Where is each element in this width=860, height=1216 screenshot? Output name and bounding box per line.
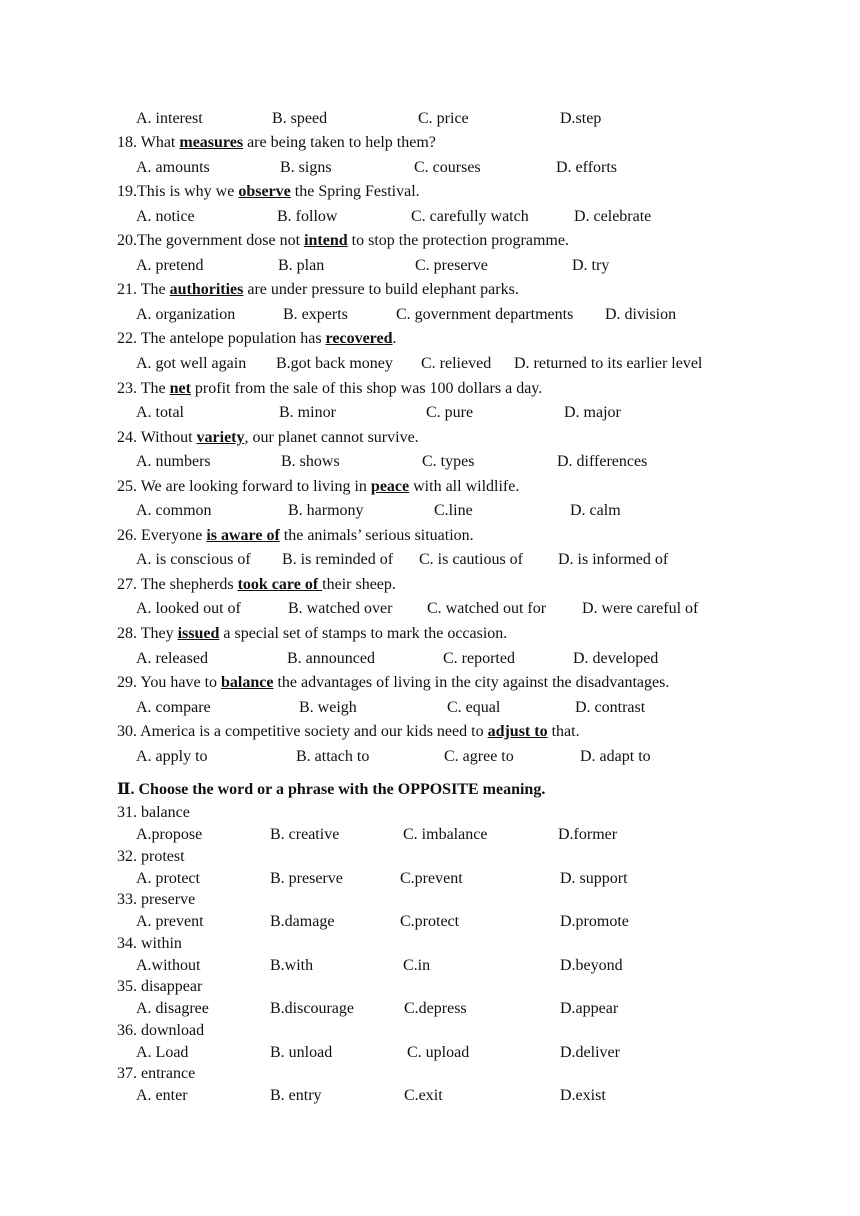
question-stem [117, 329, 396, 349]
option-text: A. compare [136, 698, 211, 716]
option-text: B. experts [283, 305, 348, 323]
question-text: The [137, 379, 170, 397]
option-c [407, 1043, 469, 1063]
option-text: B. unload [270, 1043, 333, 1061]
option-text: C. reported [443, 649, 515, 667]
question-number: 26. [117, 526, 137, 544]
option-text: A. interest [136, 110, 203, 127]
option-c [411, 207, 529, 227]
keyword-underlined: net [169, 379, 191, 397]
option-text: B. creative [270, 826, 340, 843]
option-b [277, 207, 337, 227]
question-text: America is a competitive society and our kids need to [137, 723, 488, 741]
option-d [575, 698, 645, 718]
option-text: B. entry [270, 1087, 322, 1104]
option-a [136, 649, 208, 669]
option-text: B. announced [287, 649, 375, 667]
option-b [280, 158, 332, 178]
prompt-word [117, 803, 190, 823]
question-stem [117, 231, 569, 251]
option-b [299, 698, 357, 718]
question-text: to stop the protection programme. [347, 232, 569, 250]
option-c [443, 649, 515, 669]
option-a [136, 999, 209, 1019]
question-text: that. [547, 723, 580, 741]
option-b [270, 956, 313, 976]
option-a [136, 698, 211, 718]
option-d [582, 599, 698, 619]
prompt-text: 35. disappear [117, 978, 203, 995]
option-text: C. government departments [396, 305, 574, 323]
option-b [283, 305, 348, 325]
option-text: A. amounts [136, 158, 210, 176]
option-text: D.step [560, 110, 602, 127]
option-text: C. equal [447, 698, 501, 716]
prompt-word [117, 1021, 204, 1041]
option-text: A. looked out of [136, 600, 241, 618]
option-text: C. imbalance [403, 826, 488, 843]
question-number: 23. [117, 379, 137, 397]
option-text: D. support [560, 869, 628, 887]
question-stem [117, 526, 474, 546]
prompt-word [117, 1064, 195, 1084]
prompt-word [117, 847, 185, 867]
option-text: C. agree to [444, 747, 514, 765]
option-b [296, 747, 369, 767]
option-b [282, 550, 393, 570]
option-c [404, 1086, 443, 1106]
question-number: 22. [117, 330, 137, 348]
option-text: B. harmony [288, 502, 364, 520]
option-text: D. celebrate [574, 207, 652, 225]
option-d [557, 452, 647, 472]
question-stem [117, 428, 419, 448]
keyword-underlined: recovered [325, 330, 393, 348]
option-text: A. protect [136, 869, 200, 887]
prompt-text: 36. download [117, 1021, 205, 1039]
question-number: 18. [117, 134, 137, 151]
option-text: B. speed [272, 110, 328, 127]
option-c [403, 956, 430, 976]
question-stem [117, 477, 519, 497]
option-text: A. disagree [136, 1000, 209, 1017]
question-text: We are looking forward to living in [137, 477, 371, 495]
option-text: D. adapt to [580, 747, 651, 765]
question-stem [117, 722, 580, 742]
option-a [136, 501, 212, 521]
option-c [434, 501, 473, 521]
keyword-underlined: observe [238, 183, 291, 201]
option-c [422, 452, 474, 472]
option-c [419, 550, 523, 570]
option-a [136, 825, 202, 845]
option-text: C. pure [426, 404, 474, 421]
option-d [573, 649, 658, 669]
option-a [136, 1043, 188, 1063]
keyword-underlined: is aware of [206, 526, 280, 544]
option-text: A.without [136, 956, 201, 974]
option-b [278, 256, 324, 276]
question-number: 20. [117, 232, 137, 250]
option-b [270, 999, 354, 1019]
question-text: with all wildlife. [409, 477, 520, 495]
question-number: 25. [117, 477, 137, 495]
option-text: C. preserve [415, 256, 488, 274]
option-d [572, 256, 609, 276]
option-text: A. numbers [136, 453, 211, 471]
option-text: C.depress [404, 1000, 467, 1017]
question-text: This is why we [137, 183, 239, 201]
option-b [270, 1043, 332, 1063]
question-stem [117, 575, 396, 595]
option-text: D. try [572, 256, 610, 274]
option-c [418, 109, 469, 129]
option-text: D. major [564, 404, 621, 421]
option-a [136, 452, 211, 472]
option-text: C.exit [404, 1087, 443, 1104]
question-number: 27. [117, 575, 137, 593]
option-text: B.discourage [270, 1000, 354, 1017]
option-c [427, 599, 546, 619]
question-stem [117, 133, 436, 153]
prompt-text: 34. within [117, 934, 182, 952]
question-text: profit from the sale of this shop was 100 dollars a day. [190, 379, 543, 397]
option-d [560, 1043, 620, 1063]
option-text: A.propose [136, 826, 203, 843]
option-text: B. preserve [270, 869, 343, 887]
prompt-text: 33. preserve [117, 891, 196, 908]
option-c [403, 825, 487, 845]
question-number: 30. [117, 723, 137, 741]
question-stem [117, 673, 669, 693]
prompt-word [117, 934, 182, 954]
option-text: A. got well again [136, 354, 247, 372]
option-text: D. contrast [575, 698, 646, 716]
question-number: 21. [117, 281, 137, 299]
option-text: D. efforts [556, 158, 618, 176]
option-c [415, 256, 488, 276]
question-text: the Spring Festival. [290, 183, 420, 201]
option-text: A. total [136, 404, 184, 421]
option-b [288, 501, 364, 521]
option-text: D. returned to its earlier level [514, 354, 703, 372]
option-a [136, 912, 204, 932]
keyword-underlined: peace [370, 477, 410, 495]
option-d [560, 869, 628, 889]
option-b [287, 649, 375, 669]
option-c [400, 869, 463, 889]
option-a [136, 550, 251, 570]
question-text: The antelope population has [137, 330, 326, 348]
keyword-underlined: measures [179, 134, 244, 151]
option-b [270, 825, 339, 845]
option-text: C. courses [414, 158, 481, 176]
question-text: , our planet cannot survive. [244, 428, 419, 446]
question-text: Without [137, 428, 197, 446]
option-text: B.with [270, 956, 314, 974]
option-text: D.promote [560, 913, 629, 930]
option-text: C. carefully watch [411, 207, 529, 225]
option-a [136, 599, 241, 619]
option-text: C. relieved [421, 354, 492, 372]
keyword-underlined: issued [177, 625, 220, 642]
option-text: C. is cautious of [419, 551, 523, 569]
prompt-text: 37. entrance [117, 1065, 196, 1082]
option-text: C.in [403, 956, 431, 974]
question-text: Everyone [137, 526, 207, 544]
option-a [136, 403, 184, 423]
option-text: A. prevent [136, 913, 204, 930]
option-d [605, 305, 676, 325]
option-c [444, 747, 514, 767]
question-number: 29. [117, 674, 137, 692]
option-text: D.deliver [560, 1043, 620, 1061]
keyword-underlined: took care of [237, 575, 323, 593]
option-c [404, 999, 467, 1019]
option-b [276, 354, 393, 374]
option-a [136, 1086, 188, 1106]
question-text: You have to [137, 674, 222, 692]
question-number: 28. [117, 625, 137, 642]
option-a [136, 109, 203, 129]
option-c [414, 158, 481, 178]
question-stem [117, 624, 507, 644]
option-text: B. watched over [288, 600, 393, 618]
option-d [574, 207, 651, 227]
option-text: C. watched out for [427, 600, 547, 618]
option-text: B. weigh [299, 698, 357, 716]
option-c [421, 354, 491, 374]
option-text: D.beyond [560, 956, 623, 974]
option-text: C.line [434, 502, 473, 520]
option-d [580, 747, 651, 767]
option-text: A. apply to [136, 747, 208, 765]
question-text: are being taken to help them? [243, 134, 436, 151]
option-text: A. released [136, 649, 208, 667]
option-text: B.damage [270, 913, 335, 930]
option-b [288, 599, 392, 619]
keyword-underlined: authorities [169, 281, 244, 299]
question-text: The government dose not [137, 232, 305, 250]
option-b [270, 912, 334, 932]
option-text: B. attach to [296, 747, 370, 765]
option-text: A. pretend [136, 256, 204, 274]
question-text: What [137, 134, 180, 151]
prompt-text: 32. protest [117, 847, 185, 865]
section-heading: Ⅱ. Choose the word or a phrase with the OPPOSITE meaning. [117, 781, 546, 798]
option-d [560, 999, 618, 1019]
option-text: D. were careful of [582, 600, 699, 618]
option-a [136, 256, 204, 276]
option-b [270, 869, 343, 889]
option-text: C. types [422, 453, 475, 471]
option-c [426, 403, 473, 423]
question-stem [117, 280, 519, 300]
option-text: B. is reminded of [282, 551, 394, 569]
option-b [272, 109, 327, 129]
prompt-text: 31. balance [117, 804, 190, 821]
question-number: 24. [117, 428, 137, 446]
option-text: B. shows [281, 453, 340, 471]
option-c [400, 912, 459, 932]
question-number: 19. [117, 183, 137, 201]
option-text: C. price [418, 110, 469, 127]
question-text: The [137, 281, 170, 299]
option-a [136, 747, 208, 767]
option-text: D. division [605, 305, 677, 323]
option-d [560, 1086, 606, 1106]
option-d [564, 403, 621, 423]
option-a [136, 354, 246, 374]
keyword-underlined: balance [221, 674, 274, 692]
prompt-word [117, 977, 202, 997]
option-d [558, 825, 617, 845]
option-a [136, 956, 200, 976]
question-stem [117, 379, 542, 399]
keyword-underlined: adjust to [487, 723, 548, 741]
option-text: B. plan [278, 256, 325, 274]
option-text: D.exist [560, 1087, 606, 1104]
question-stem [117, 182, 420, 202]
question-text: They [137, 625, 178, 642]
option-d [560, 912, 629, 932]
option-text: A. enter [136, 1087, 188, 1104]
option-text: A. common [136, 502, 212, 520]
option-d [560, 956, 623, 976]
option-text: D. calm [570, 502, 621, 520]
option-text: D.appear [560, 1000, 619, 1017]
question-text: a special set of stamps to mark the occasion. [219, 625, 508, 642]
option-text: B. signs [280, 158, 332, 176]
option-d [556, 158, 617, 178]
option-c [396, 305, 573, 325]
option-text: D. differences [557, 453, 648, 471]
option-text: D. is informed of [558, 551, 669, 569]
option-d [570, 501, 621, 521]
option-d [514, 354, 702, 374]
option-b [281, 452, 340, 472]
option-text: A. is conscious of [136, 551, 251, 569]
option-text: B.got back money [276, 354, 393, 372]
option-a [136, 207, 195, 227]
option-text: C. upload [407, 1043, 470, 1061]
option-text: C.prevent [400, 869, 463, 887]
option-text: D.former [558, 826, 618, 843]
question-text: their sheep. [322, 575, 396, 593]
option-text: D. developed [573, 649, 659, 667]
question-text: are under pressure to build elephant parks. [243, 281, 519, 299]
option-d [558, 550, 668, 570]
option-a [136, 305, 235, 325]
option-text: B. minor [279, 404, 336, 421]
option-text: C.protect [400, 913, 460, 930]
option-text: A. notice [136, 207, 195, 225]
question-text: The shepherds [137, 575, 238, 593]
option-text: B. follow [277, 207, 338, 225]
question-text: the animals’ serious situation. [279, 526, 474, 544]
option-c [447, 698, 500, 718]
keyword-underlined: variety [196, 428, 245, 446]
question-text: the advantages of living in the city against the disadvantages. [273, 674, 670, 692]
option-a [136, 158, 210, 178]
option-text: A. organization [136, 305, 236, 323]
keyword-underlined: intend [304, 232, 348, 250]
option-b [279, 403, 336, 423]
option-b [270, 1086, 322, 1106]
option-d [560, 109, 601, 129]
prompt-word [117, 890, 195, 910]
question-text: . [392, 330, 397, 348]
option-a [136, 869, 200, 889]
option-text: A. Load [136, 1043, 189, 1061]
